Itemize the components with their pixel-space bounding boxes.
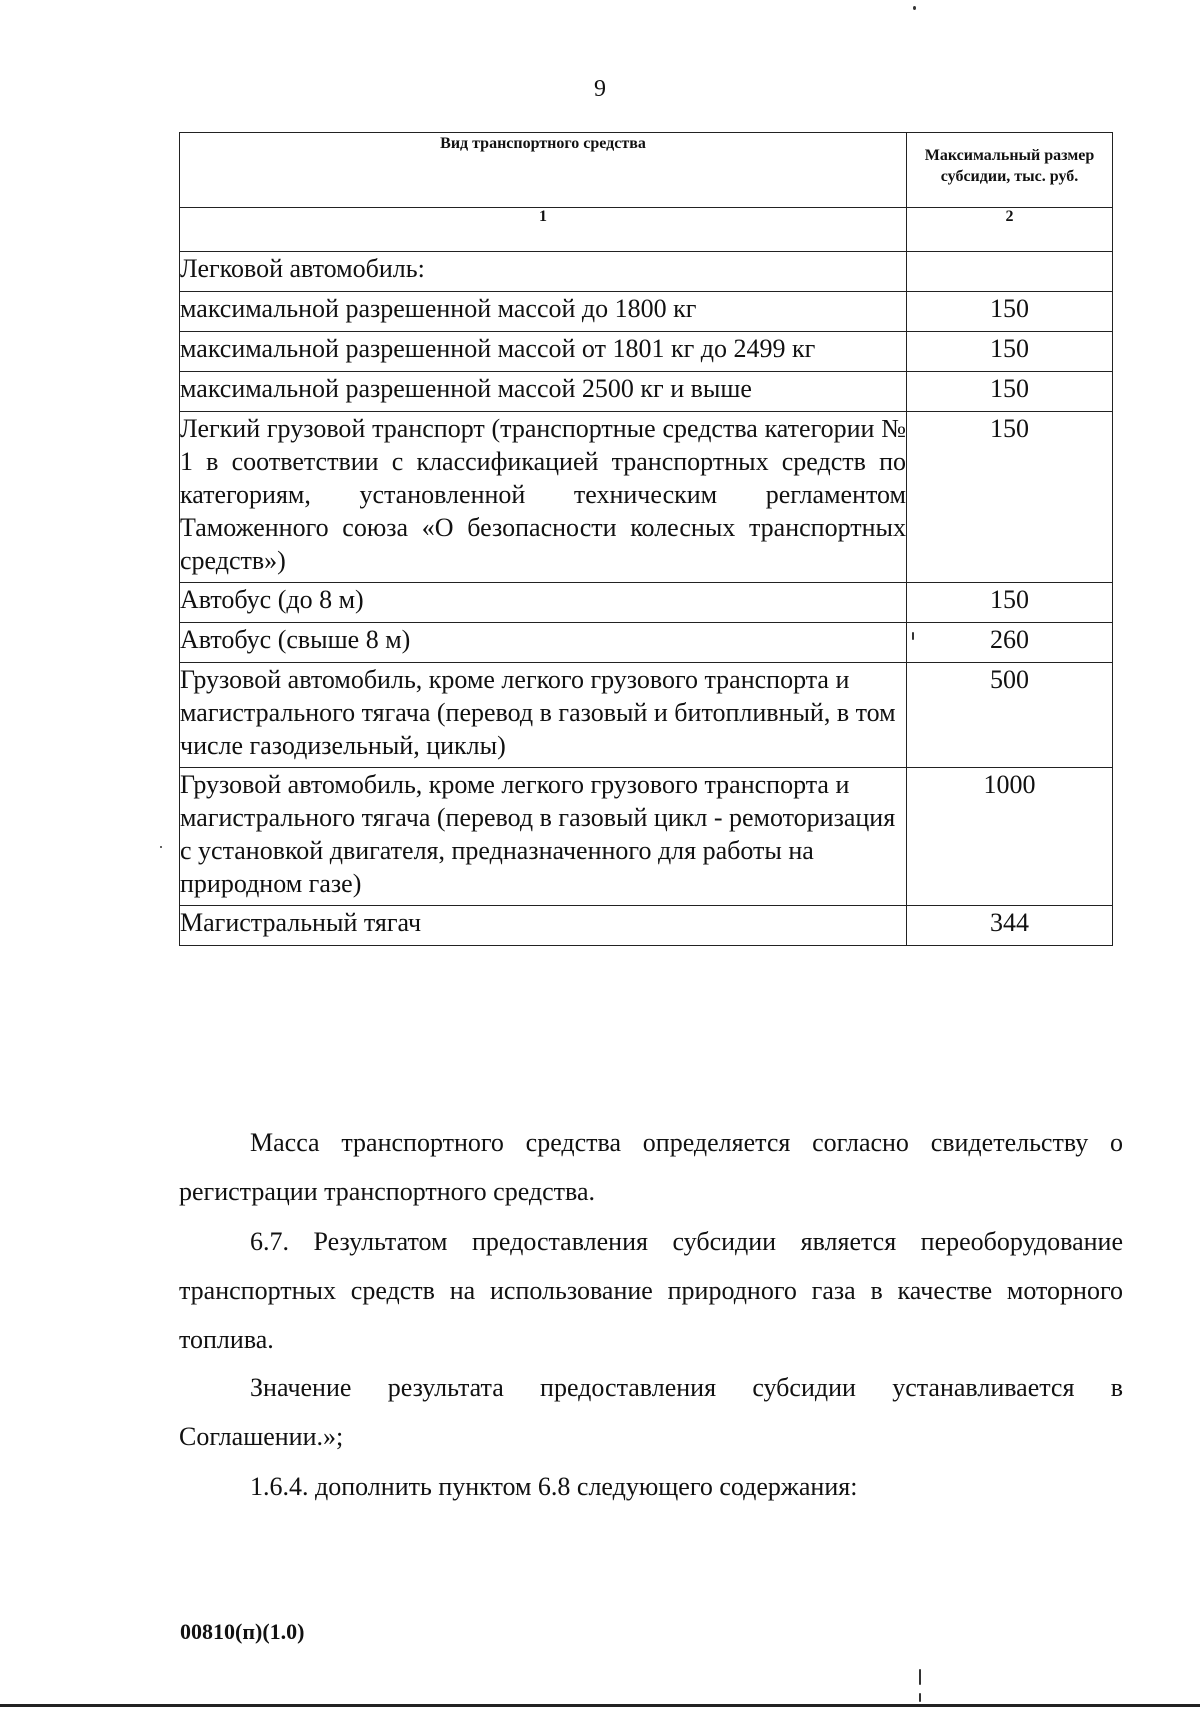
table-row	[180, 663, 1113, 768]
scan-speck	[160, 846, 162, 848]
table-row	[180, 332, 1113, 372]
vehicle-type-cell: Автобус (до 8 м)	[180, 583, 907, 623]
table-column-number-row	[180, 208, 1113, 252]
table-row	[180, 906, 1113, 946]
column-number-1: 1	[180, 208, 907, 252]
subsidy-value-cell: 500	[907, 663, 1113, 768]
subsidy-value-cell	[907, 252, 1113, 292]
table-row	[180, 623, 1113, 663]
subsidy-value-cell: 344	[907, 906, 1113, 946]
subsidy-value-cell: 150	[907, 292, 1113, 332]
table-row	[180, 768, 1113, 906]
table-row	[180, 583, 1113, 623]
paragraph-mass-definition: Масса транспортного средства определяется согласно свидетельству о регистрации транспортного средства.	[179, 1128, 1123, 1206]
paragraph-result-value: Значение результата предоставления субсидии устанавливается в Соглашении.»;	[179, 1373, 1123, 1451]
scan-speck	[912, 632, 914, 640]
vehicle-type-cell: Легкий грузовой транспорт (транспортные средства категории № 1 в соответствии с классификацией транспортных средств по категориям, установленной техническим регламентом Таможенного союза «О безопасности колесных транспортных средств»)	[180, 412, 907, 583]
column-header-vehicle-type: Вид транспортного средства	[180, 133, 907, 208]
subsidy-value-cell: 150	[907, 332, 1113, 372]
table-row	[180, 372, 1113, 412]
paragraph-result-6-7: 6.7. Результатом предоставления субсидии является переоборудование транспортных средств на использование природного газа в качестве моторного топлива.	[179, 1227, 1123, 1354]
scan-speck	[919, 1693, 921, 1702]
vehicle-type-cell: максимальной разрешенной массой 2500 кг и выше	[180, 372, 907, 412]
scan-speck	[919, 1669, 921, 1685]
vehicle-type-cell: максимальной разрешенной массой до 1800 кг	[180, 292, 907, 332]
subsidy-value-cell: 150	[907, 372, 1113, 412]
subsidy-table	[179, 132, 1113, 946]
vehicle-type-cell: Магистральный тягач	[180, 906, 907, 946]
table-header-row	[180, 133, 1113, 208]
vehicle-type-cell: максимальной разрешенной массой от 1801 кг до 2499 кг	[180, 332, 907, 372]
table-row	[180, 412, 1113, 583]
vehicle-type-cell: Грузовой автомобиль, кроме легкого грузового транспорта и магистрального тягача (перевод в газовый и битопливный, в том числе газодизельный, циклы)	[180, 663, 907, 768]
document-code: 00810(п)(1.0)	[180, 1619, 305, 1644]
table-row	[180, 252, 1113, 292]
scan-edge-line	[0, 1704, 1200, 1707]
subsidy-value-cell: 150	[907, 412, 1113, 583]
vehicle-type-cell: Легковой автомобиль:	[180, 252, 907, 292]
scan-speck	[913, 6, 916, 10]
subsidy-value-cell: 1000	[907, 768, 1113, 906]
table-row	[180, 292, 1113, 332]
subsidy-value-cell: 150	[907, 583, 1113, 623]
subsidy-value-cell: 260	[907, 623, 1113, 663]
paragraph-amendment-1-6-4: 1.6.4. дополнить пунктом 6.8 следующего содержания:	[250, 1472, 858, 1501]
column-header-max-subsidy: Максимальный размер субсидии, тыс. руб.	[907, 133, 1113, 208]
page-number: 9	[594, 76, 606, 102]
vehicle-type-cell: Грузовой автомобиль, кроме легкого грузового транспорта и магистрального тягача (перевод в газовый цикл - ремоторизация с установкой двигателя, предназначенного для работы на природном газе)	[180, 768, 907, 906]
vehicle-type-cell: Автобус (свыше 8 м)	[180, 623, 907, 663]
column-number-2: 2	[907, 208, 1113, 252]
